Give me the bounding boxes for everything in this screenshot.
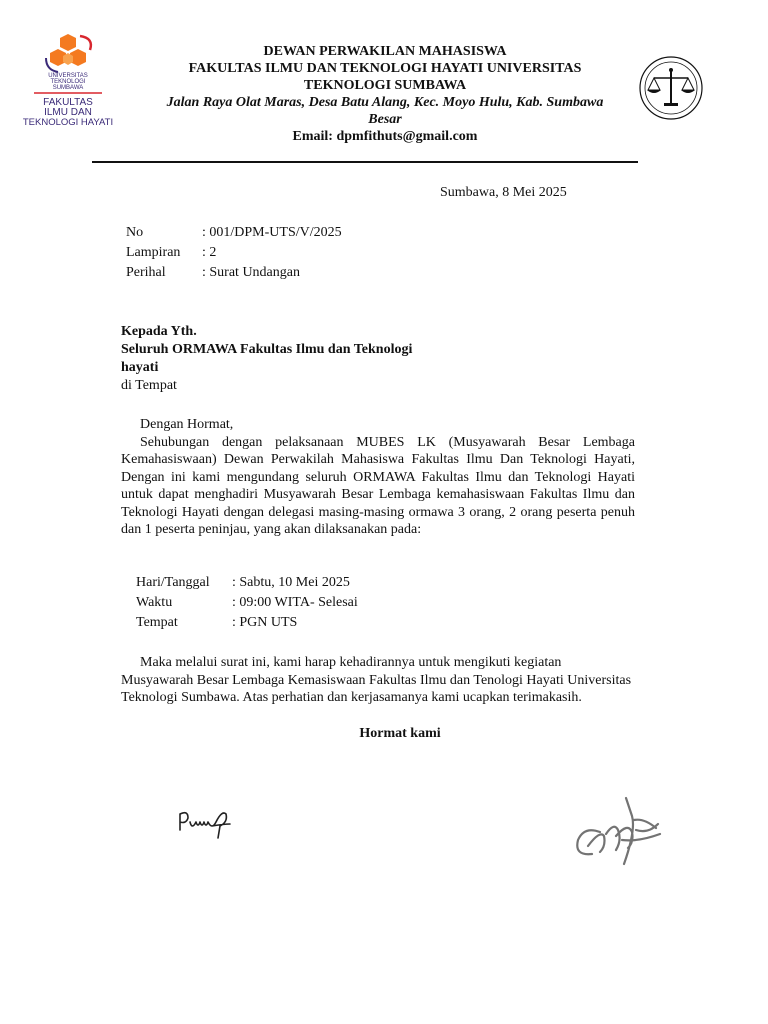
letterhead	[130, 43, 640, 145]
schedule-value: : PGN UTS	[232, 615, 298, 630]
meta-value: : 001/DPM-UTS/V/2025	[202, 225, 342, 240]
header-divider	[92, 161, 638, 163]
address-line-2: Besar	[368, 112, 402, 127]
meta-value: : Surat Undangan	[202, 265, 300, 280]
faculty-name: FAKULTAS ILMU DAN TEKNOLOGI HAYATI UNIVERSITAS	[188, 61, 582, 76]
meta-row-lampiran	[126, 243, 216, 263]
schedule-row-time	[136, 593, 358, 613]
closing-paragraph	[121, 654, 635, 707]
email-line: Email: dpmfithuts@gmail.com	[292, 129, 478, 144]
faculty-text-2: ILMU DAN	[44, 107, 92, 118]
meta-value: : 2	[202, 245, 217, 260]
recipient-block	[121, 323, 461, 395]
meta-label: Perihal	[126, 265, 166, 280]
body-paragraph: Sehubungan dengan pelaksanaan MUBES LK (Musyawarah Besar Lembaga Kemahasiswaan) Dewan Perwakilah Mahasiswa Fakultas Ilmu Dan Teknologi Hayati, Dengan ini kami mengundang seluruh ORMAWA Fakultas Ilmu dan Teknologi Hayati untuk dapat menghadiri Musyawarah Besar Lembaga kemahasiswaan Fakultas Ilmu dan Teknologi Hayati dengan delegasi masing-masing ormawa 3 orang, 2 orang peserta penuh dan 1 peserta peninjau, yang akan dilaksanakan pada:	[121, 434, 635, 537]
recipient-name-cont: hayati	[121, 360, 159, 375]
schedule-value: : Sabtu, 10 Mei 2025	[232, 575, 350, 590]
university-name: TEKNOLOGI SUMBAWA	[303, 78, 467, 93]
schedule-label: Hari/Tanggal	[136, 575, 210, 590]
greeting: Dengan Hormat,	[140, 417, 234, 432]
meta-label: Lampiran	[126, 245, 181, 260]
letter-date: Sumbawa, 8 Mei 2025	[440, 185, 567, 200]
hexagon-cluster-icon	[46, 34, 91, 72]
scales-of-justice-icon	[636, 56, 706, 120]
recipient-location: di Tempat	[121, 378, 177, 393]
univ-text-1: UNIVERSITAS	[48, 73, 88, 79]
univ-text-3: SUMBAWA	[52, 85, 84, 91]
signature-right-icon	[566, 790, 670, 872]
org-name: DEWAN PERWAKILAN MAHASISWA	[263, 44, 507, 59]
schedule-value: : 09:00 WITA- Selesai	[232, 595, 358, 610]
signoff: Hormat kami	[359, 726, 441, 741]
recipient-salutation: Kepada Yth.	[121, 324, 197, 339]
signature-left-icon	[172, 800, 242, 844]
schedule-label: Waktu	[136, 595, 173, 610]
meta-row-perihal	[126, 263, 300, 283]
meta-label: No	[126, 225, 144, 240]
university-faculty-logo	[16, 28, 126, 128]
recipient-name: Seluruh ORMAWA Fakultas Ilmu dan Teknologi	[121, 342, 413, 357]
letter-body	[121, 416, 635, 539]
schedule-row-place	[136, 613, 297, 633]
schedule-row-date	[136, 573, 350, 593]
faculty-text-3: TEKNOLOGI HAYATI	[22, 117, 114, 128]
closing-text: Maka melalui surat ini, kami harap kehadirannya untuk mengikuti kegiatan Musyawarah Besar Lembaga Kemasiswaan Fakultas Ilmu dan Tenologi Hayati Universitas Teknologi Sumbawa. Atas perhatian dan kerjasamanya kami ucapkan terimakasih.	[121, 655, 632, 705]
meta-row-no	[126, 223, 342, 243]
address-line: Jalan Raya Olat Maras, Desa Batu Alang, Kec. Moyo Hulu, Kab. Sumbawa	[166, 95, 604, 110]
univ-text-2: TEKNOLOGI	[50, 79, 86, 85]
faculty-text-1: FAKULTAS	[43, 97, 93, 108]
schedule-label: Tempat	[136, 615, 178, 630]
